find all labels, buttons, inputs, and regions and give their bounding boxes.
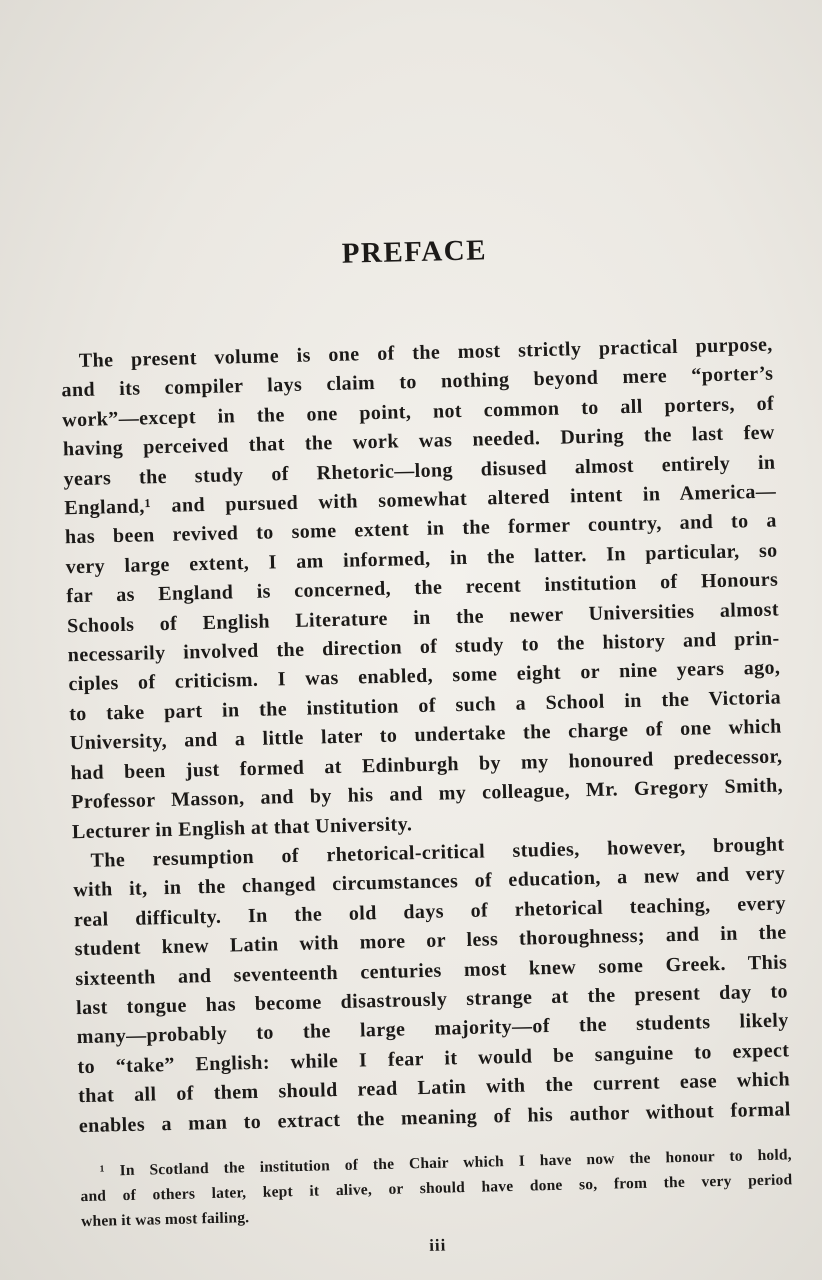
text-line: last tongue has become disastrously strange at the present day to — [75, 980, 789, 1020]
text-line: work”—except in the one point, not common to all porters, of — [61, 392, 775, 432]
body-text — [61, 331, 792, 1142]
show-through-text — [40, 0, 781, 48]
footnote-line: ¹ In Scotland the institution of the Chair which I have now the honour to hold, — [99, 1146, 792, 1180]
page-content — [58, 228, 794, 1264]
text-line: with it, in the changed circumstances of education, a new and very — [73, 862, 786, 902]
paragraph-2 — [72, 830, 791, 1141]
text-line: years the study of Rhetoric—long disused almost entirely in — [63, 451, 776, 490]
text-line: enables a man to extract the meaning of his author without formal — [78, 1097, 791, 1137]
text-line: University, and a little later to undertake the charge of one which — [69, 715, 782, 755]
page-title: PREFACE — [341, 234, 488, 270]
page-number: iii — [428, 1235, 447, 1255]
text-line: Schools of English Literature in the newer Universities almost — [66, 598, 780, 637]
footnote-line: when it was most failing. — [80, 1209, 250, 1231]
footnote-line: and of others later, kept it alive, or should have done so, from the very period — [80, 1171, 793, 1206]
text-line: The present volume is one of the most strictly practical purpose, — [78, 333, 773, 372]
text-line: far as England is concerned, the recent institution of Honours — [66, 568, 779, 608]
text-line: very large extent, I am informed, in the latter. In particular, so — [65, 539, 778, 579]
text-line: has been revived to some extent in the former country, and to a — [64, 509, 778, 549]
text-line: ciples of criticism. I was enabled, some eight or nine years ago, — [68, 656, 781, 696]
text-line: Professor Masson, and by his and my colleague, Mr. Gregory Smith, — [70, 774, 784, 814]
text-line: necessarily involved the direction of study to the history and prin- — [67, 627, 780, 667]
text-line: The resumption of rhetorical-critical studies, however, brought — [90, 833, 785, 872]
text-line: real difficulty. In the old days of rhetorical teaching, every — [73, 892, 787, 931]
text-line: to “take” English: while I fear it would be sanguine to expect — [77, 1039, 790, 1078]
text-line: having perceived that the work was needed. During the last few — [62, 421, 775, 461]
text-line: and its compiler lays claim to nothing beyond mere “porter’s — [61, 362, 774, 402]
text-line: that all of them should read Latin with the current ease which — [77, 1068, 791, 1108]
text-line: England,¹ and pursued with somewhat altered intent in America— — [64, 480, 777, 520]
footnote — [80, 1142, 794, 1234]
text-line: Lecturer in English at that University. — [71, 812, 413, 843]
text-line: had been just formed at Edinburgh by my honoured predecessor, — [70, 745, 783, 784]
text-line: sixteenth and seventeenth centuries most knew some Greek. This — [75, 950, 788, 990]
text-line: student knew Latin with more or less thoroughness; and in the — [74, 921, 787, 961]
paragraph-1 — [61, 331, 785, 848]
text-line: many—probably to the large majority—of the students likely — [76, 1009, 789, 1049]
text-line: to take part in the institution of such a School in the Victoria — [68, 686, 782, 726]
